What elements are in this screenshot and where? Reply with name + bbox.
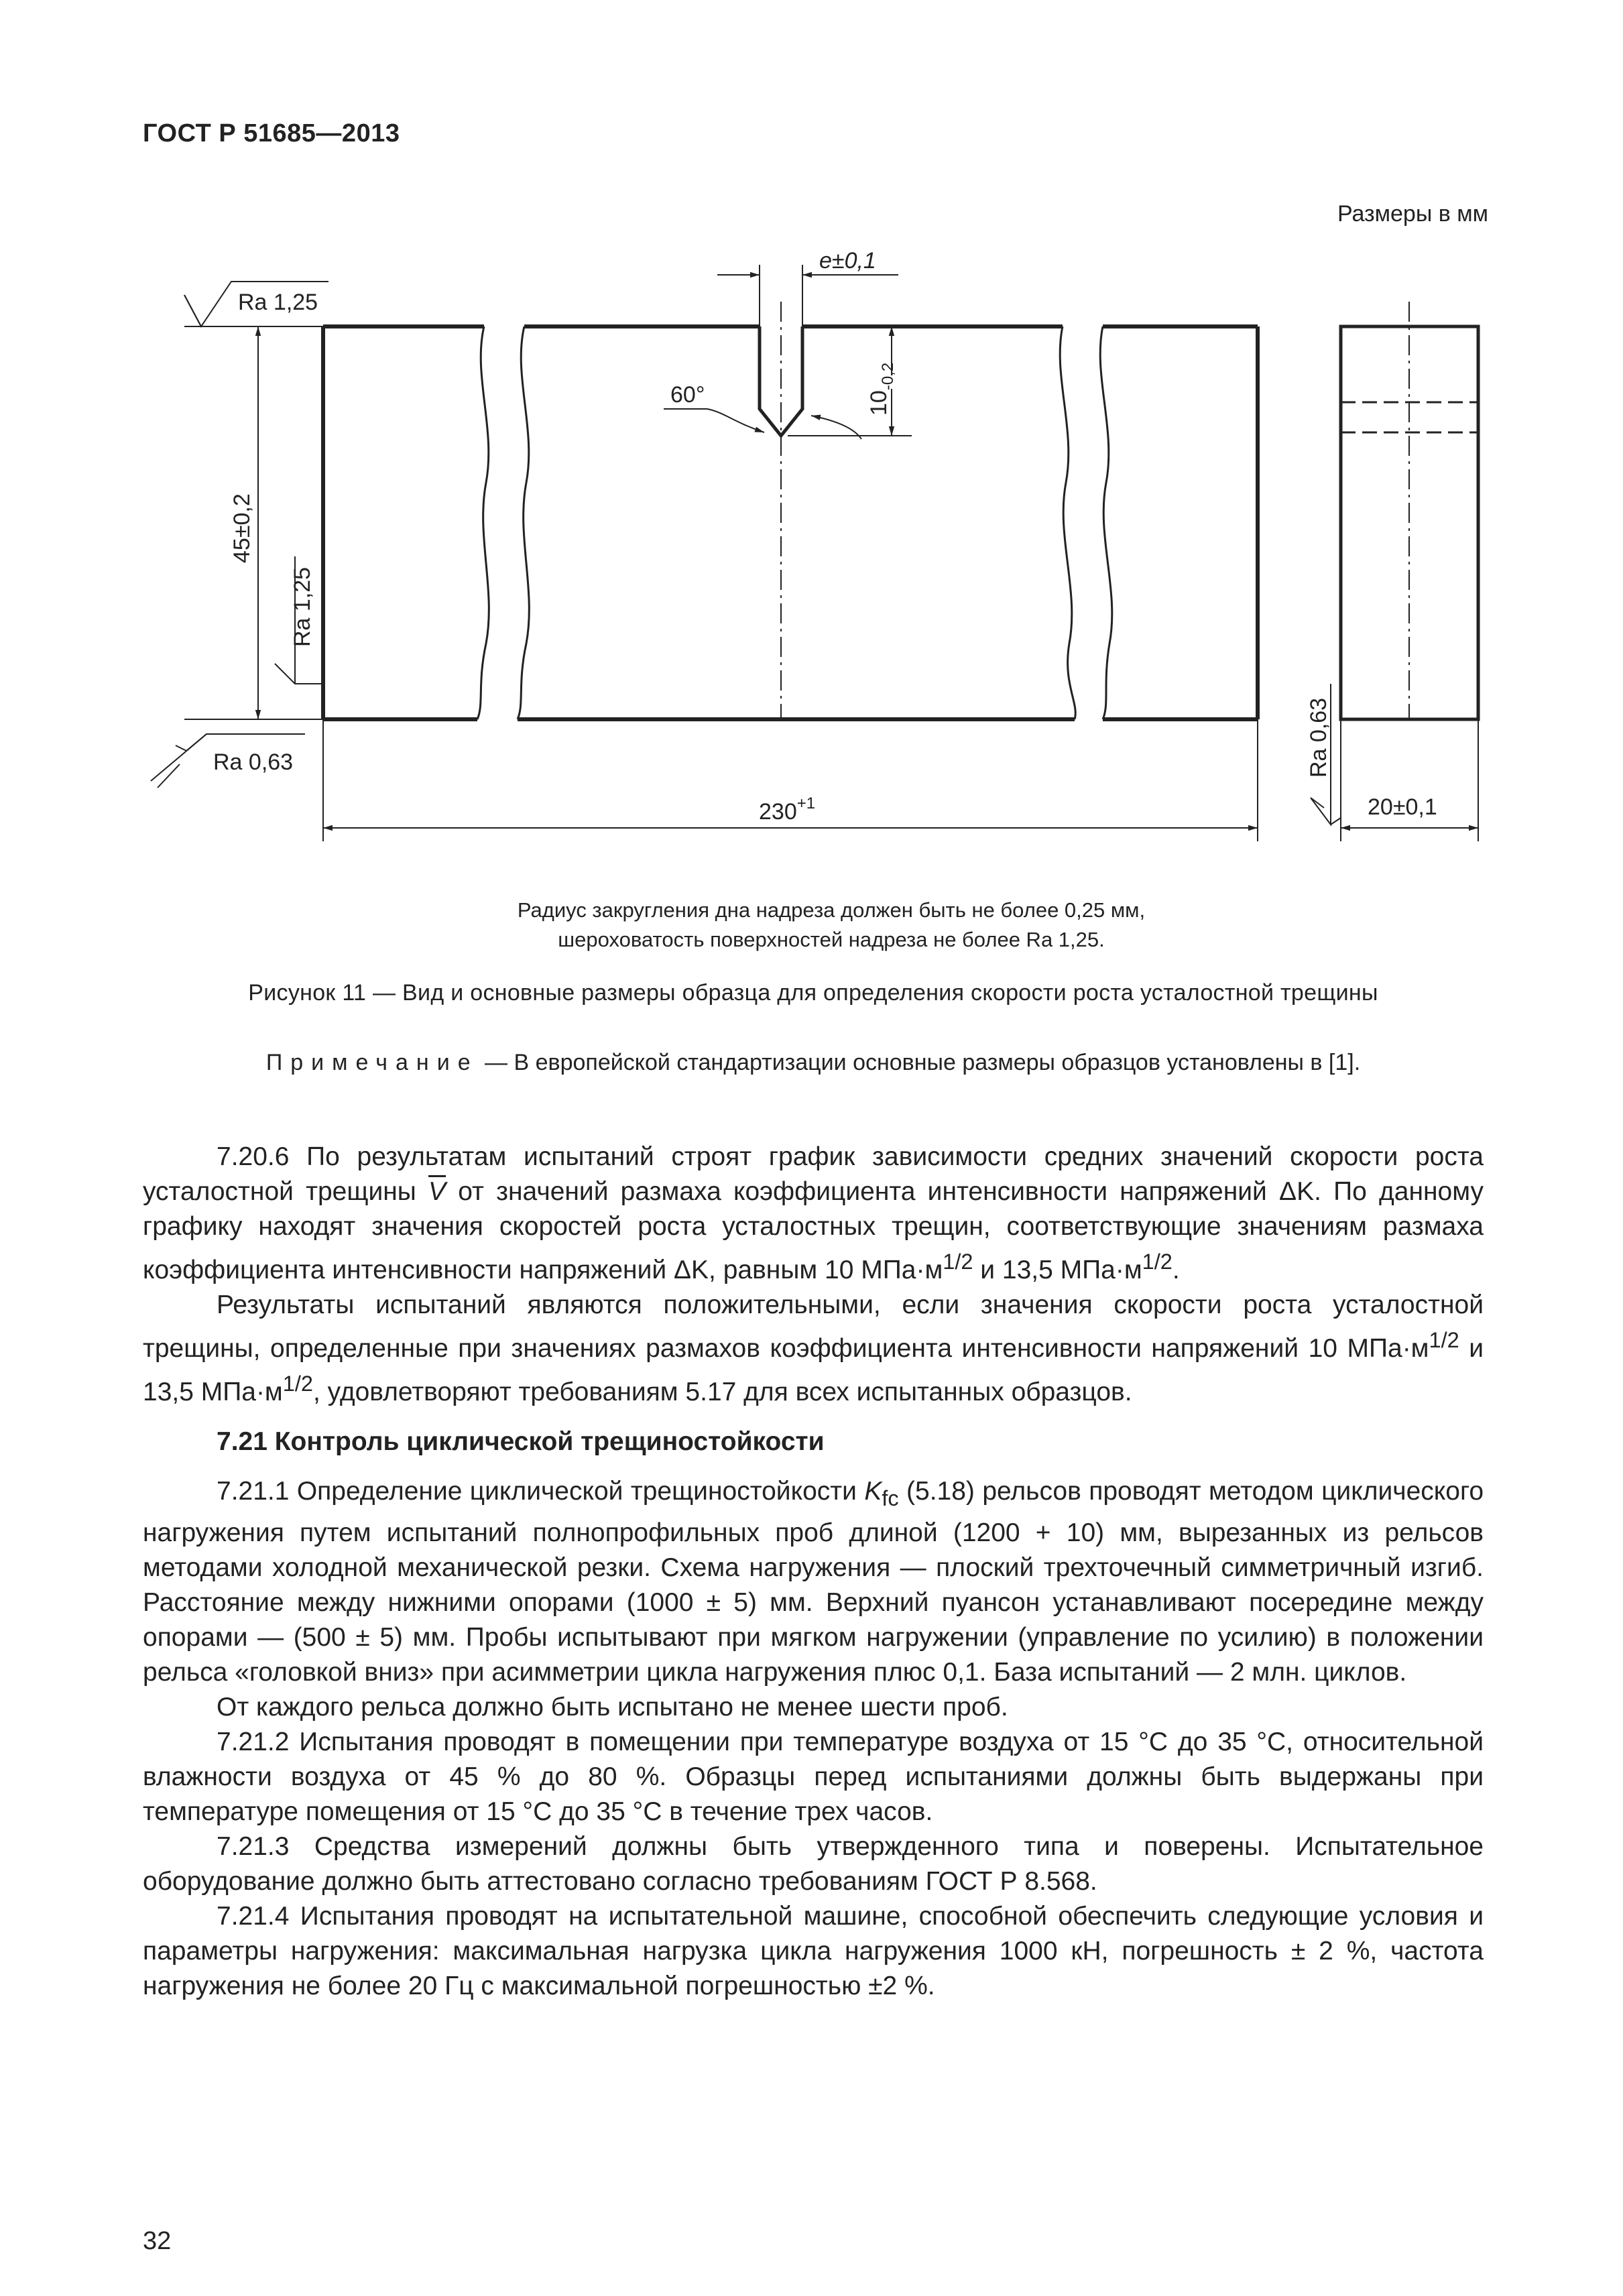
notch-width-dimension bbox=[717, 265, 898, 326]
standard-header: ГОСТ Р 51685—2013 bbox=[143, 119, 400, 147]
p1-text-c: и 13,5 МПа·м bbox=[973, 1256, 1142, 1284]
p1-velocity-symbol: $\overline{V}$ bbox=[428, 1177, 446, 1206]
p1-text-a: 7.20.6 По результатам испытаний строят график зависимости средних значений скорости роста усталостной трещины bbox=[143, 1142, 1484, 1206]
notch-width-label: e±0,1 bbox=[819, 248, 876, 274]
paragraph-7-21-1 bbox=[143, 1474, 1484, 1690]
paragraph-7-21-4: 7.21.4 Испытания проводят на испытательной машине, способной обеспечить следующие условия и параметры нагружения: максимальная нагрузка цикла нагружения 1000 кН, погрешность ± 2 %, частота нагружения не более 20 Гц с максимальной погрешностью ±2 %. bbox=[143, 1901, 1484, 2000]
roughness-right-label: Ra 0,63 bbox=[1306, 697, 1331, 778]
p3-text-b: (5.18) рельсов проводят методом циклического нагружения путем испытаний полнопрофильных проб длиной (1200 + 10) мм, вырезанных из рельсов методами холодной механической резки. Схема нагружения — плоский трехточечный симметричный изгиб. Расстояние между нижними опорами (1000 ± 5) мм. Верхний пуансон устанавливают посередине между опорами — (500 ± 5) мм. Пробы испытывают при мягком нагружении (управление по усилию) в положении рельса «головкой вниз» при асимметрии цикла нагружения плюс 0,1. База испытаний — 2 млн. циклов. bbox=[143, 1477, 1484, 1687]
height-label: 45±0,2 bbox=[229, 493, 255, 563]
p1-text-d: . bbox=[1172, 1256, 1180, 1284]
thickness-dimension bbox=[1341, 719, 1478, 841]
note-block bbox=[143, 1050, 1484, 1076]
notch-depth-label: $10_{-0,2}$ bbox=[866, 362, 897, 416]
paragraph-7-21-3: 7.21.3 Средства измерений должны быть утвержденного типа и поверены. Испытательное оборудование должно быть аттестовано согласно требованиям ГОСТ Р 8.568. bbox=[143, 1831, 1484, 1896]
p1-sup-1: 1/2 bbox=[943, 1250, 973, 1274]
p3-k-symbol: K bbox=[864, 1477, 882, 1506]
note-label: Примечание bbox=[265, 1050, 479, 1075]
p2-sup-2: 1/2 bbox=[282, 1372, 313, 1396]
body-text bbox=[143, 1140, 1484, 2004]
paragraph-results bbox=[143, 1288, 1484, 1410]
roughness-bottom-label: Ra 0,63 bbox=[213, 749, 294, 775]
figure-note-line-2: шероховатость поверхностей надреза не более Ra 1,25. bbox=[558, 928, 1105, 951]
specimen-outline bbox=[323, 326, 1258, 719]
break-lines bbox=[477, 326, 1112, 719]
roughness-side-label: Ra 1,25 bbox=[290, 566, 315, 647]
p2-text-c: , удовлетворяют требованиям 5.17 для всех испытанных образцов. bbox=[312, 1378, 1132, 1406]
notch-angle-label: 60° bbox=[670, 382, 705, 408]
p3-k-subscript: fc bbox=[882, 1486, 899, 1510]
thickness-label: 20±0,1 bbox=[1368, 794, 1437, 820]
p1-text-b: от значений размаха коэффициента интенсивности напряжений ΔK. По данному графику находят значения скоростей роста усталостных трещин, соответствующие значениям размаха коэффициента интенсивности напряжений ΔK, равным 10 МПа·м bbox=[143, 1177, 1484, 1284]
note-text: — В европейской стандартизации основные размеры образцов установлены в [1]. bbox=[478, 1050, 1361, 1075]
figure-note bbox=[241, 896, 1421, 955]
p1-sup-2: 1/2 bbox=[1142, 1250, 1173, 1274]
figure-units-label: Размеры в мм bbox=[1337, 201, 1488, 227]
length-label: $230^{+1}$ bbox=[759, 794, 816, 825]
page-number: 32 bbox=[143, 2227, 172, 2255]
p2-text-a: Результаты испытаний являются положительными, если значения скорости роста усталостной трещины, определенные при значениях размахов коэффициента интенсивности напряжений 10 МПа·м bbox=[143, 1290, 1484, 1363]
paragraph-7-20-6 bbox=[143, 1140, 1484, 1288]
paragraph-7-21-2: 7.21.2 Испытания проводят в помещении при температуре воздуха от 15 °С до 35 °С, относительной влажности воздуха от 45 % до 80 %. Образцы перед испытаниями должны быть выдержаны при температуре помещения от 15 °С до 35 °С в течение трех часов. bbox=[143, 1727, 1484, 1826]
p2-text-b: и 13,5 МПа·м bbox=[143, 1334, 1484, 1406]
roughness-top-label: Ra 1,25 bbox=[238, 290, 318, 315]
specimen-drawing bbox=[0, 0, 1623, 871]
figure-caption: Рисунок 11 — Вид и основные размеры образца для определения скорости роста усталостной трещины bbox=[248, 980, 1378, 1006]
p3-text-a: 7.21.1 Определение циклической трещиностойкости bbox=[217, 1477, 865, 1506]
figure-note-line-1: Радиус закругления дна надреза должен быть не более 0,25 мм, bbox=[517, 898, 1146, 922]
section-heading-7-21: 7.21 Контроль циклической трещиностойкости bbox=[217, 1427, 825, 1456]
paragraph-samples: От каждого рельса должно быть испытано не менее шести проб. bbox=[217, 1692, 1008, 1721]
p2-sup-1: 1/2 bbox=[1429, 1328, 1459, 1352]
